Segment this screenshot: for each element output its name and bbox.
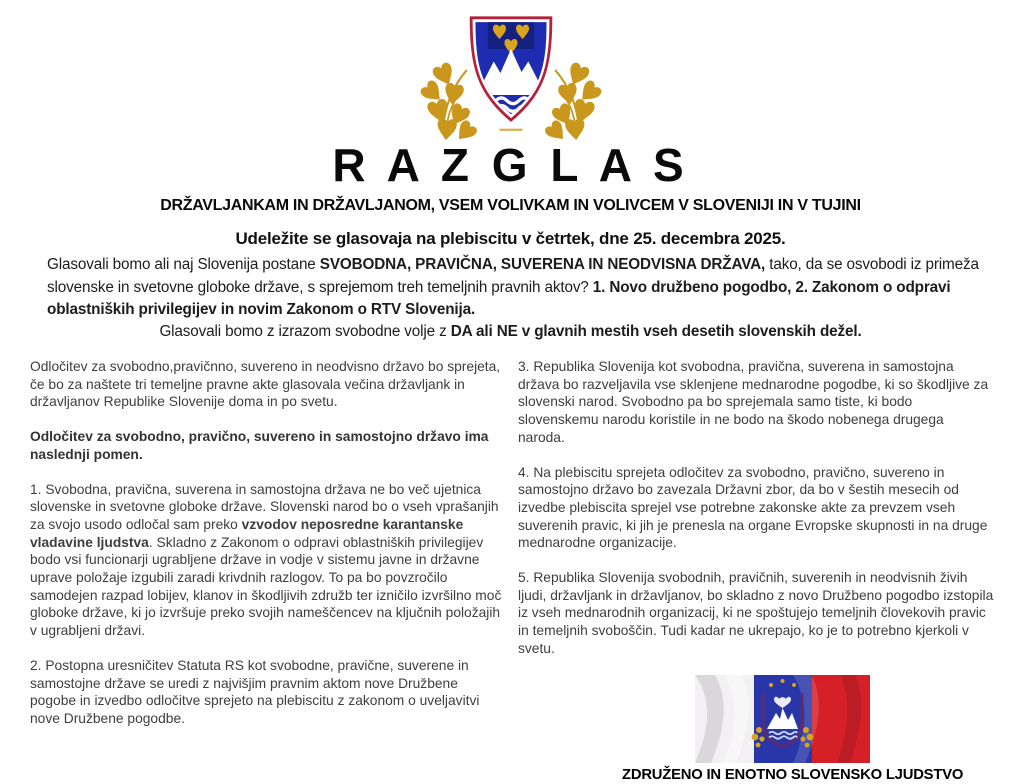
- intro-paragraph: [47, 254, 992, 322]
- document-subtitle: DRŽAVLJANKAM IN DRŽAVLJANOM, VSEM VOLIVKAM IN VOLIVCEM V SLOVENIJI IN V TUJINI: [160, 197, 861, 214]
- paragraph-point-2: 2. Postopna uresničitev Statuta RS kot svobodne, pravične, suverene in samostojne države se uredi z najvišjim pravnim aktom nove Družbene pogobe in izvedbo odločitve sprejeto na plebiscitu z zakonom o uveljavitvi nove Družbene pogodbe.: [30, 657, 480, 726]
- intro-text-2: tako, da se osvobodi iz primeža slovenske in svetovne globoke države, s sprejemom treh temeljnih pravnih aktov?: [47, 256, 979, 296]
- intro-bold-legal-acts: 1. Novo družbeno pogodbo, 2. Zakonom o odpravi oblastniških privilegijev in novim Zakonom o RTV Slovenija.: [47, 278, 951, 319]
- flag-svg: [695, 675, 870, 763]
- ballot-bold-da-ne: DA ali NE v glavnih mestih vseh desetih slovenskih dežel.: [450, 323, 862, 340]
- paragraph-point-4: 4. Na plebiscitu sprejeta odločitev za svobodno, pravično, suvereno in samostojno državo bo zavezala Državni zbor, da bo v šestih mesecih od izvedbe plebiscita sprejel vse potrebne zakonske akte za prevzem vseh suverenih pravic, ki jih je prenesla na organe Evropske skupnosti in na druge mednarodne organizacije.: [518, 464, 988, 551]
- point-1-text-b: . Skladno z Zakonom o odpravi oblastniških privilegijev bodo vsi funcionarji ugrabljene države in vodje v sistemu javne in državne uprave položaje izgubili zaradi krivdnih razlogov. To pa bo povzročilo samodejen razpad lobijev, klanov in škodljivih združb ter izničilo izvršilno moč globoke države, ki jo izvršuje preko svojih nameščencev na ključnih položajih v ugrabljeni državi.: [30, 534, 502, 639]
- point-1-bold: vzvodov neposredne karantanske vladavine ljudstva: [30, 516, 464, 550]
- ballot-line: [0, 323, 1021, 341]
- slovenia-coat-of-arms-icon: [415, 4, 607, 145]
- linden-branch-right: [543, 61, 603, 145]
- point-1-text-a: 1. Svobodna, pravična, suverena in samostojna država ne bo več ujetnica slovenske in svetovne globoke države. Slovenski narod bo o vseh vprašanjih za svojo usodo odločal sam preko: [30, 481, 499, 532]
- paragraph-decision: Odločitev za svobodno,pravičnno, suvereno in neodvisno državo bo sprejeta, če bo za naštete tri temeljne pravne akte glasovala večina državljank in državljanov Republike Slovenije doma in po svetu.: [30, 359, 501, 410]
- right-column: [518, 358, 994, 784]
- coat-of-arms-svg: [415, 4, 607, 140]
- shield-inscription: [499, 129, 522, 131]
- document-title: R A Z G L A S: [332, 139, 689, 191]
- flag-red-stripe: [812, 675, 870, 763]
- left-column: [30, 358, 506, 745]
- paragraph-point-3: 3. Republika Slovenija kot svobodna, pravična, suverena in samostojna država bo razveljavila vse sklenjene mednarodne pogodbe, ki so škodljive za slovenski narod. Svobodno pa bo sprejemala samo tiste, ki bodo slovenskemu narodu koristile in ne bodo na škodo nobenega drugega naroda.: [518, 359, 989, 445]
- paragraph-point-5: 5. Republika Slovenija svobodnih, pravičnih, suverenih in neodvisnih živih ljudi, državljank in državljanov, bo skladno z novo Družbeno pogodbo izstopila iz vseh mednarodnih organizacij, ki ne spoštujejo temeljnih človekovih pravic in temeljnih svoboščin. Tudi kadar ne ukrepajo, ko je to potrebno kjerkoli v svetu.: [518, 570, 994, 656]
- slovenia-flag-image: [695, 675, 870, 763]
- paragraph-meaning-heading: Odločitev za svobodno, pravično, suvereno in samostojno državo ima naslednji pomen.: [30, 429, 489, 462]
- ballot-text: Glasovali bomo z izrazom svobodne volje z: [159, 323, 451, 340]
- footer-slogan: ZDRUŽENO IN ENOTNO SLOVENSKO LJUDSTVO: [622, 766, 964, 783]
- intro-text-1: Glasovali bomo ali naj Slovenija postane: [47, 256, 320, 273]
- linden-branch-left: [418, 61, 478, 145]
- paragraph-point-1: [30, 481, 506, 640]
- plebiscite-date-line: Udeležite se glasovaja na plebiscitu v četrtek, dne 25. decembra 2025.: [235, 229, 786, 248]
- intro-bold-state-name: SVOBODNA, PRAVIČNA, SUVERENA IN NEODVISNA DRŽAVA,: [319, 256, 766, 273]
